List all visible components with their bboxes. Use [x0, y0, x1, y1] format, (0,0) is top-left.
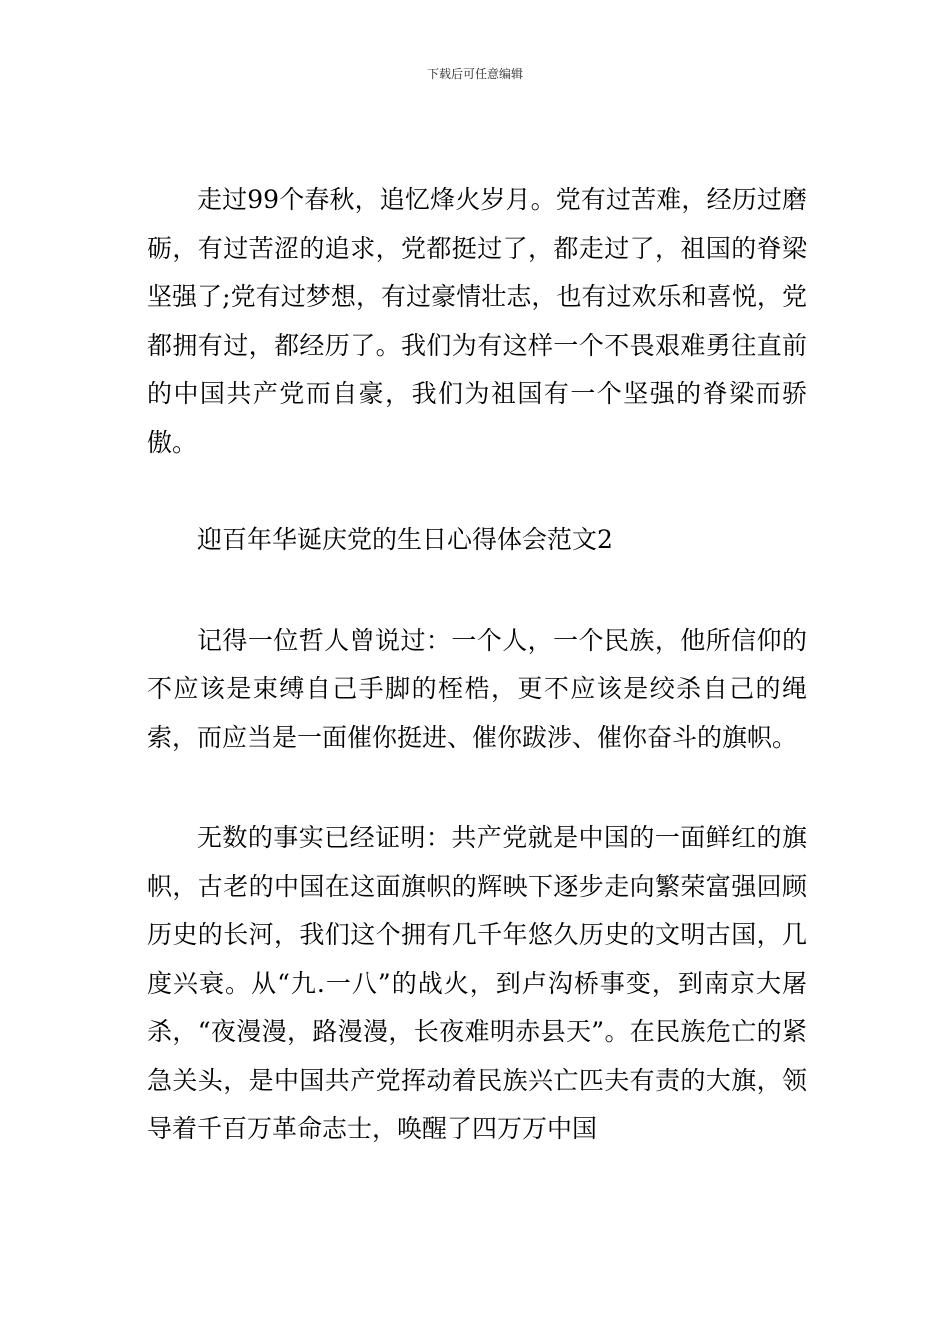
- paragraph-history: 无数的事实已经证明：共产党就是中国的一面鲜红的旗帜，古老的中国在这面旗帜的辉映下逐步走向繁荣富强回顾历史的长河，我们这个拥有几千年悠久历史的文明古国，几度兴衰。从“九.一八”的战火，到卢沟桥事变，到南京大屠杀，“夜漫漫，路漫漫，长夜难明赤县天”。在民族危亡的紧急关头，是中国共产党挥动着民族兴亡匹夫有责的大旗，领导着千百万革命志士，唤醒了四万万中国: [147, 823, 807, 1143]
- section-heading: 迎百年华诞庆党的生日心得体会范文2: [197, 525, 613, 554]
- document-body: [147, 176, 807, 1154]
- paragraph-quote: 记得一位哲人曾说过：一个人，一个民族，他所信仰的不应该是束缚自己手脚的桎梏，更不应该是绞杀自己的绳索，而应当是一面催你挺进、催你跋涉、催你奋斗的旗帜。: [147, 625, 807, 752]
- paragraph-intro: 走过99个春秋，追忆烽火岁月。党有过苦难，经历过磨砺，有过苦涩的追求，党都挺过了，都走过了，祖国的脊梁坚强了;党有过梦想，有过豪情壮志，也有过欢乐和喜悦，党都拥有过，都经历了。我们为有这样一个不畏艰难勇往直前的中国共产党而自豪，我们为祖国有一个坚强的脊梁而骄傲。: [147, 185, 807, 457]
- page-header: 下载后可任意编辑: [426, 67, 523, 81]
